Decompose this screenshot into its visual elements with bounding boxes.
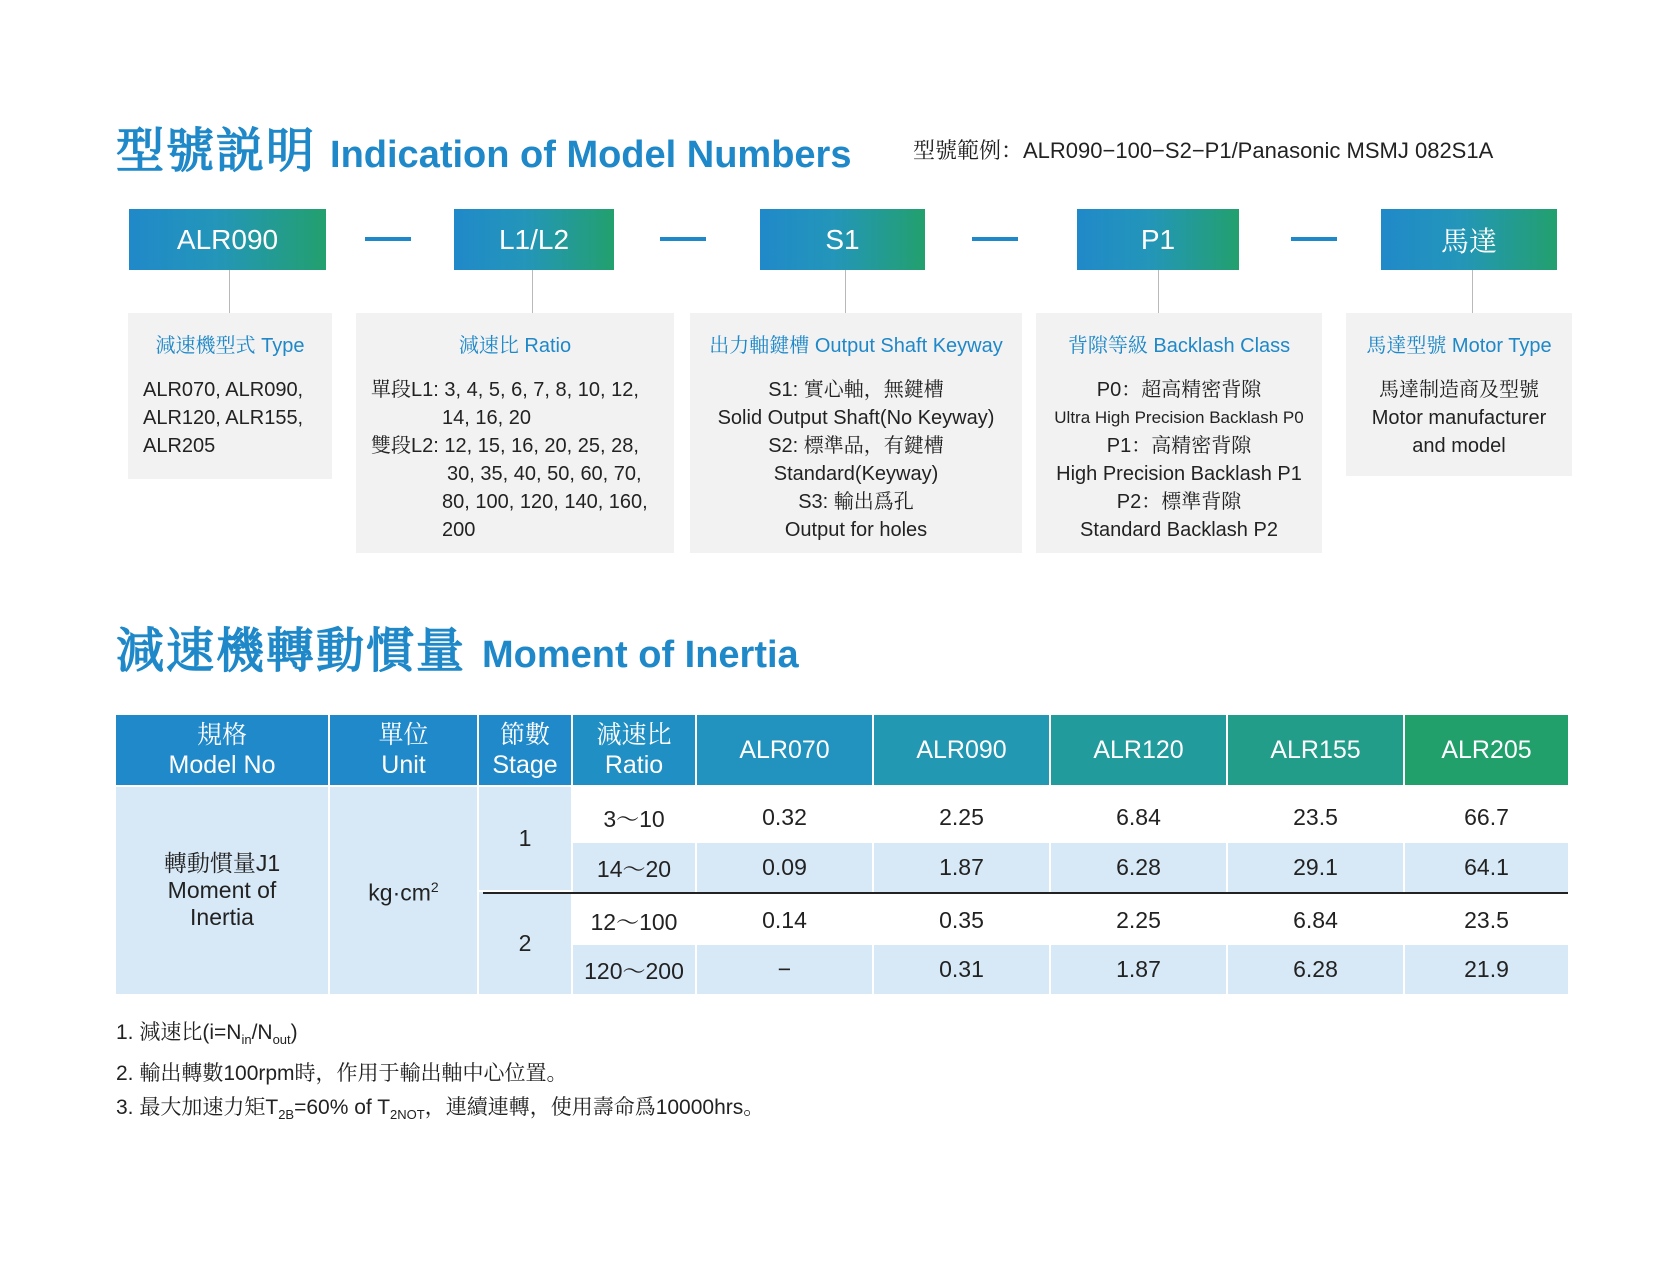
- ratio-cell: 14～20: [573, 843, 695, 892]
- row-label-en: Inertia: [190, 904, 254, 930]
- note-text: ，連續連轉，使用壽命爲10000hrs。: [424, 1096, 765, 1120]
- note-text: =60% of T: [294, 1096, 391, 1120]
- desc-body-ratio: [356, 376, 674, 544]
- value-cell: 0.35: [939, 907, 984, 933]
- note-text: 1. 減速比(i=N: [116, 1021, 242, 1044]
- value-cell: 0.31: [874, 945, 1049, 994]
- th-unit-en: Unit: [381, 751, 426, 779]
- title2-en: Moment of Inertia: [482, 634, 799, 676]
- note-3: [116, 1091, 764, 1132]
- desc-line: and model: [1412, 435, 1506, 457]
- connector-line: [1472, 270, 1473, 313]
- desc-line: P2：標準背隙: [1116, 491, 1242, 513]
- row-label-en: Moment of: [167, 877, 277, 903]
- th-stage-en: Stage: [492, 751, 558, 779]
- desc-box-motor: [1346, 313, 1572, 476]
- desc-line: 馬達制造商及型號: [1379, 379, 1539, 401]
- desc-line: S3: 輸出爲孔: [798, 491, 914, 513]
- desc-box-keyway: [690, 313, 1022, 553]
- value-cell: 6.84: [1116, 804, 1161, 830]
- title-zh: 型號説明: [116, 125, 317, 178]
- desc-line: Motor manufacturer: [1371, 407, 1547, 429]
- connector-line: [229, 270, 230, 313]
- note-sub: 2NOT: [390, 1107, 425, 1123]
- desc-line: Output for holes: [784, 519, 928, 541]
- dash-separator: [660, 237, 706, 241]
- note-text: ): [290, 1021, 298, 1044]
- th-ratio: [573, 715, 695, 785]
- code-box-type: ALR090: [129, 209, 326, 270]
- unit-cell: [330, 787, 477, 994]
- code-box-motor: 馬達: [1381, 209, 1557, 270]
- desc-line: Ultra High Precision Backlash P0: [1054, 408, 1304, 427]
- th-alr120: ALR120: [1051, 715, 1226, 785]
- title2-zh: 減速機轉動慣量: [116, 625, 467, 678]
- value-cell: 2.25: [939, 804, 984, 830]
- value-cell: 66.7: [1464, 804, 1509, 830]
- value-cell: 6.28: [1051, 843, 1226, 892]
- desc-line: Solid Output Shaft(No Keyway): [717, 407, 995, 429]
- desc-head-keyway: 出力軸鍵槽 Output Shaft Keyway: [709, 335, 1003, 357]
- ratio-cell: 120～200: [573, 945, 695, 994]
- desc-line: ALR120, ALR155,: [143, 407, 304, 429]
- code-box-backlash: P1: [1077, 209, 1239, 270]
- desc-line: S1: 實心軸，無鍵槽: [768, 379, 944, 401]
- value-cell: 29.1: [1228, 843, 1403, 892]
- ratio-l2-cont: 30, 35, 40, 50, 60, 70,: [447, 463, 642, 485]
- connector-line: [845, 270, 846, 313]
- footnotes: [116, 1016, 764, 1132]
- value-cell: 1.87: [1051, 945, 1226, 994]
- note-1: [116, 1016, 764, 1057]
- note-sub: in: [241, 1032, 252, 1048]
- code-box-ratio: L1/L2: [454, 209, 614, 270]
- note-2: 2. 輸出轉數100rpm時，作用于輸出軸中心位置。: [116, 1062, 568, 1086]
- ratio-l1: 單段L1: 3, 4, 5, 6, 7, 8, 10, 12,: [371, 379, 639, 401]
- note-sub: out: [272, 1032, 291, 1048]
- stage-divider: [483, 892, 1568, 894]
- stage-cell-2: 2: [479, 892, 571, 994]
- th-ratio-zh: 減速比: [596, 721, 672, 749]
- th-unit: [330, 715, 477, 785]
- unit-text: kg·cm: [368, 879, 431, 906]
- connector-line: [532, 270, 533, 313]
- value-cell: 1.87: [874, 843, 1049, 892]
- row-label: [116, 787, 328, 994]
- th-model-en: Model No: [168, 751, 276, 779]
- desc-head-backlash: 背隙等級 Backlash Class: [1067, 335, 1291, 357]
- desc-head-type: 減速機型式 Type: [155, 335, 305, 357]
- section-title-inertia: [116, 612, 799, 682]
- desc-head-motor: 馬達型號 Motor Type: [1366, 335, 1552, 357]
- value-cell: 21.9: [1405, 945, 1568, 994]
- desc-box-backlash: [1036, 313, 1322, 553]
- th-model-zh: 規格: [196, 721, 247, 749]
- desc-line: Standard Backlash P2: [1080, 519, 1278, 541]
- desc-body-type: [128, 376, 332, 460]
- title-en: Indication of Model Numbers: [330, 134, 852, 176]
- model-example: 型號範例：ALR090−100−S2−P1/Panasonic MSMJ 082S1A: [913, 138, 1494, 163]
- section-title-model-numbers: [116, 112, 851, 182]
- th-model: [116, 715, 328, 785]
- unit-sup: 2: [430, 879, 439, 896]
- value-cell: −: [697, 945, 872, 994]
- ratio-cell: 3～10: [603, 806, 665, 832]
- th-stage-zh: 節數: [499, 721, 550, 749]
- desc-box-ratio: [356, 313, 674, 553]
- desc-body-keyway: [690, 376, 1022, 544]
- th-alr090: ALR090: [874, 715, 1049, 785]
- desc-body-motor: [1346, 376, 1572, 460]
- desc-line: Standard(Keyway): [773, 463, 939, 485]
- desc-line: P1：高精密背隙: [1106, 435, 1252, 457]
- desc-line: P0：超高精密背隙: [1096, 379, 1262, 401]
- code-box-keyway: S1: [760, 209, 925, 270]
- note-text: 3. 最大加速力矩T: [116, 1096, 279, 1120]
- dash-separator: [972, 237, 1018, 241]
- th-unit-zh: 單位: [378, 721, 429, 749]
- value-cell: 23.5: [1464, 907, 1509, 933]
- th-alr155: ALR155: [1228, 715, 1403, 785]
- value-cell: 0.09: [697, 843, 872, 892]
- desc-line: ALR070, ALR090,: [143, 379, 304, 401]
- ratio-cell: 12～100: [590, 909, 678, 935]
- stage-cell-1: 1: [479, 787, 571, 890]
- th-alr070: ALR070: [697, 715, 872, 785]
- ratio-l2-cont: 200: [442, 519, 476, 541]
- value-cell: 6.28: [1228, 945, 1403, 994]
- value-cell: 2.25: [1116, 907, 1161, 933]
- note-text: /N: [251, 1021, 273, 1044]
- dash-separator: [365, 237, 411, 241]
- desc-head-ratio: 減速比 Ratio: [458, 335, 572, 357]
- value-cell: 0.14: [762, 907, 807, 933]
- ratio-l1-cont: 14, 16, 20: [442, 407, 531, 429]
- connector-line: [1158, 270, 1159, 313]
- th-stage: [479, 715, 571, 785]
- ratio-l2-cont: 80, 100, 120, 140, 160,: [442, 491, 648, 513]
- note-sub: 2B: [278, 1107, 295, 1123]
- th-alr205: ALR205: [1405, 715, 1568, 785]
- value-cell: 23.5: [1293, 804, 1338, 830]
- desc-line: ALR205: [143, 435, 216, 457]
- value-cell: 6.84: [1293, 907, 1338, 933]
- ratio-l2: 雙段L2: 12, 15, 16, 20, 25, 28,: [371, 435, 639, 457]
- th-ratio-en: Ratio: [604, 751, 664, 779]
- desc-body-backlash: [1036, 376, 1322, 544]
- desc-box-type: [128, 313, 332, 479]
- dash-separator: [1291, 237, 1337, 241]
- value-cell: 64.1: [1405, 843, 1568, 892]
- desc-line: High Precision Backlash P1: [1056, 463, 1302, 485]
- value-cell: 0.32: [762, 804, 807, 830]
- row-label-zh: 轉動慣量J1: [163, 850, 281, 876]
- desc-line: S2: 標準品，有鍵槽: [768, 435, 944, 457]
